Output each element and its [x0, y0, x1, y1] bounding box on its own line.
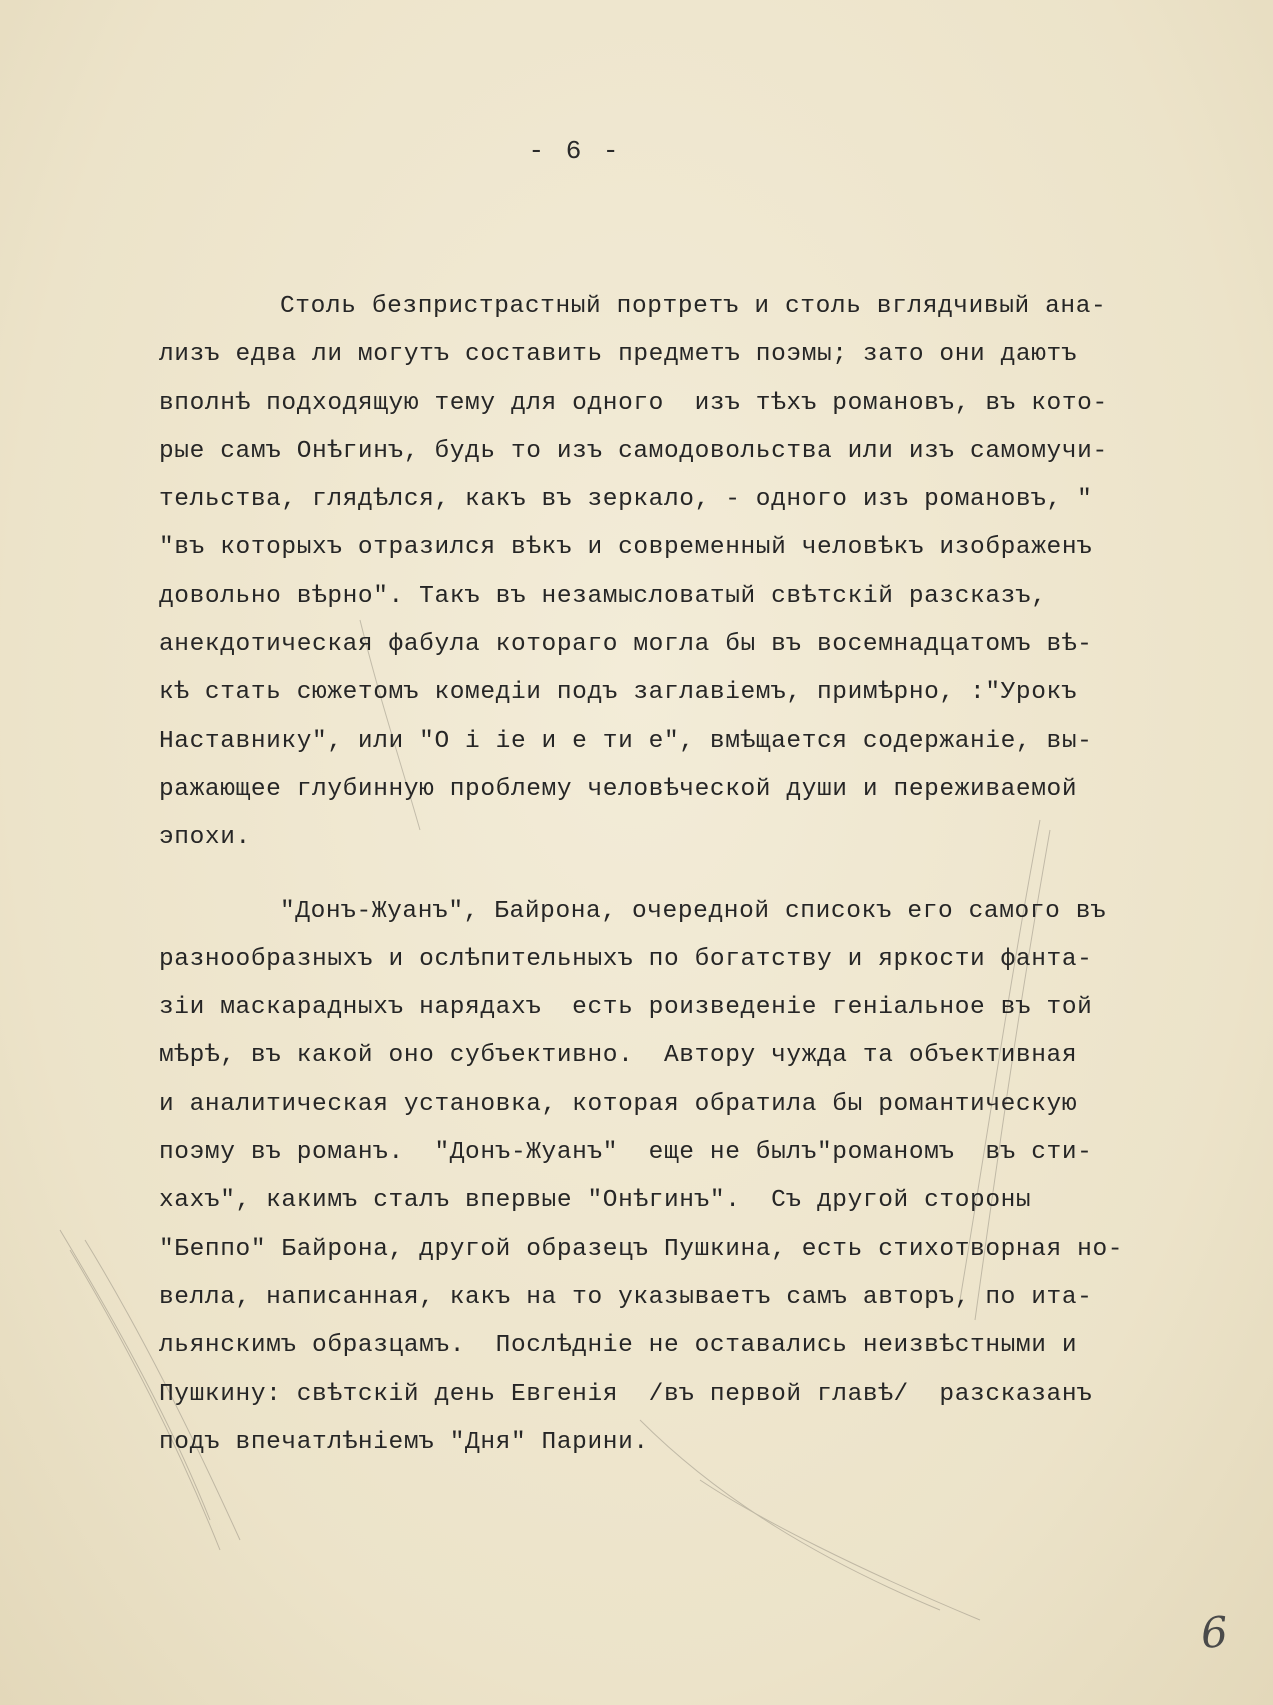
paragraph-2 — [159, 888, 1209, 1468]
text-line: тельства, глядѣлся, какъ въ зеркало, - одного изъ романовъ, " — [159, 486, 1093, 514]
text-line: эпохи. — [159, 824, 251, 852]
text-line: велла, написанная, какъ на то указываетъ самъ авторъ, по ита- — [159, 1283, 1093, 1311]
text-line: лизъ едва ли могутъ составить предметъ поэмы; зато они даютъ — [159, 341, 1078, 369]
text-line: Наставнику", или "О і іе и е ти е", вмѣщается содержаніе, вы- — [159, 727, 1093, 755]
page-number: - 6 - — [528, 136, 622, 166]
text-line: льянскимъ образцамъ. Послѣдніе не оставались неизвѣстными и — [159, 1332, 1078, 1360]
text-line: разнообразныхъ и ослѣпительныхъ по богатству и яркости фанта- — [159, 945, 1093, 973]
paragraph-1 — [159, 283, 1209, 863]
text-line: Пушкину: свѣтскій день Евгенія /въ первой главѣ/ разсказанъ — [159, 1380, 1093, 1408]
body-text — [159, 283, 1209, 1467]
text-line: поэму въ романъ. "Донъ-Жуанъ" еще не былъ"романомъ въ сти- — [159, 1139, 1093, 1167]
text-line: рые самъ Онѣгинъ, будь то изъ самодовольства или изъ самомучи- — [159, 437, 1108, 465]
text-line: хахъ", какимъ сталъ впервые "Онѣгинъ". Съ другой стороны — [159, 1187, 1032, 1215]
paragraph-gap — [159, 863, 1209, 888]
handwritten-folio-number: 6 — [1199, 1607, 1230, 1658]
text-line: кѣ стать сюжетомъ комедіи подъ заглавіемъ, примѣрно, :"Урокъ — [159, 679, 1078, 707]
text-line: "Донъ-Жуанъ", Байрона, очередной списокъ его самого въ — [280, 897, 1107, 925]
text-line: вполнѣ подходящую тему для одного изъ тѣхъ романовъ, въ кото- — [159, 389, 1108, 417]
text-line: ражающее глубинную проблему человѣческой души и переживаемой — [159, 775, 1078, 803]
text-line: и аналитическая установка, которая обратила бы романтическую — [159, 1090, 1078, 1118]
text-line: "въ которыхъ отразился вѣкъ и современный человѣкъ изображенъ — [159, 534, 1093, 562]
text-line: зіи маскарадныхъ нарядахъ есть роизведеніе геніальное въ той — [159, 994, 1093, 1022]
text-line: мѣрѣ, въ какой оно субъективно. Автору чужда та объективная — [159, 1042, 1078, 1070]
text-line: подъ впечатлѣніемъ "Дня" Парини. — [159, 1428, 649, 1456]
text-line: довольно вѣрно". Такъ въ незамысловатый свѣтскій разсказъ, — [159, 582, 1047, 610]
text-line: Столь безпристрастный портретъ и столь вглядчивый ана- — [280, 293, 1107, 320]
text-line: анекдотическая фабула котораго могла бы въ восемнадцатомъ вѣ- — [159, 631, 1093, 659]
text-line: "Беппо" Байрона, другой образецъ Пушкина, есть стихотворная но- — [159, 1235, 1124, 1263]
